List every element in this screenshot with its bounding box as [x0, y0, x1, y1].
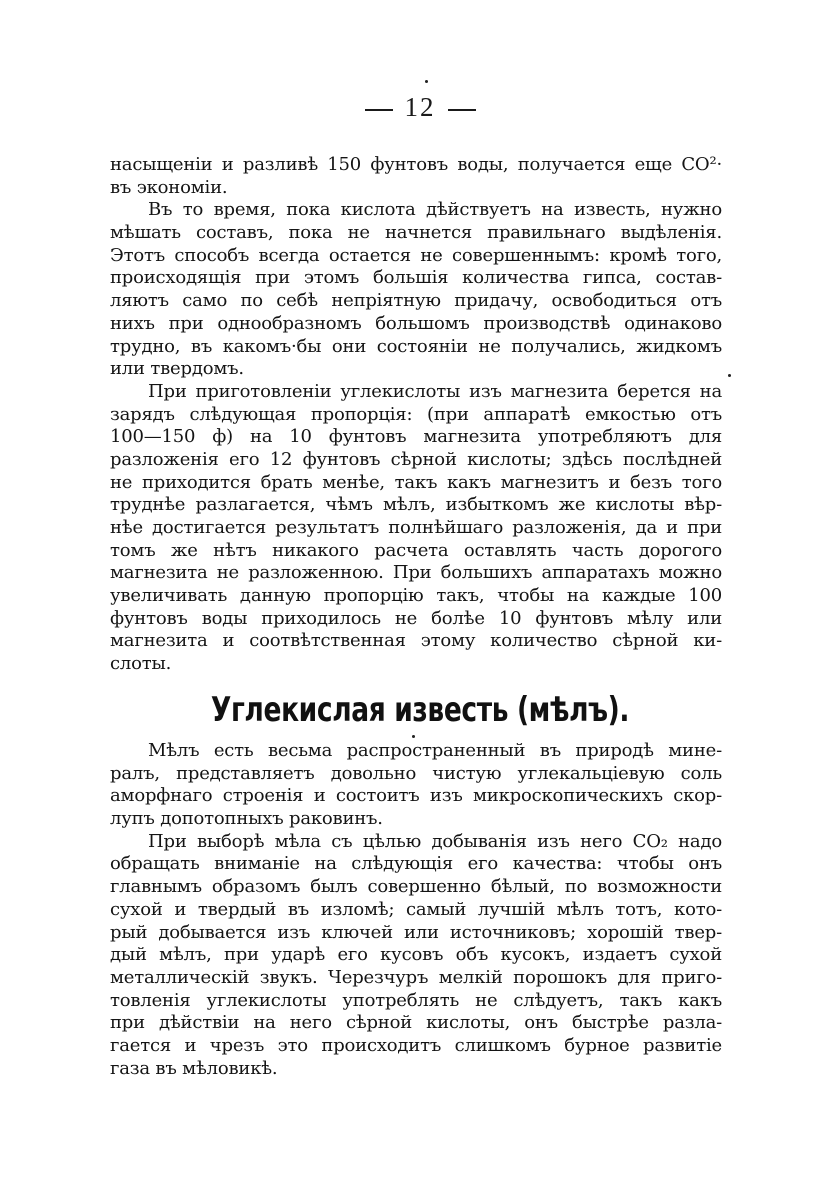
text-line: рый добывается изъ ключей или источниковъ; хорошій твер-: [110, 921, 722, 943]
text-line: лупъ допотопныхъ раковинъ.: [110, 808, 383, 830]
text-line: магнезита и соотвѣтственная этому количество сѣрной ки-: [110, 630, 722, 652]
upper-text-block: [110, 154, 722, 676]
page-number: [0, 92, 840, 123]
text-line: насыщеніи и разливѣ 150 фунтовъ воды, получается еще CO²·: [110, 154, 722, 175]
text-line: томъ же нѣтъ никакого расчета оставлять часть дорогого: [110, 539, 722, 561]
text-line: металлическій звукъ. Черезчуръ мелкій порошокъ для приго-: [110, 966, 722, 988]
text-line: трудно, въ какомъ·бы они состояніи не получались, жидкомъ: [110, 335, 722, 357]
ink-speck: [425, 80, 428, 83]
ink-speck: [412, 735, 415, 738]
text-line: въ экономіи.: [110, 176, 228, 198]
text-line: фунтовъ воды приходилось не болѣе 10 фунтовъ мѣлу или: [110, 607, 722, 629]
text-line: или твердомъ.: [110, 358, 244, 380]
text-line: труднѣе разлагается, чѣмъ мѣлъ, избыткомъ же кислоты вѣр-: [110, 494, 722, 516]
text-line: увеличивать данную пропорцію такъ, чтобы на каждые 100: [110, 585, 722, 607]
text-line: магнезита не разложенною. При большихъ аппаратахъ можно: [110, 562, 722, 584]
page-number-dash-right: [448, 109, 476, 111]
text-line: 100—150 ф) на 10 фунтовъ магнезита употребляютъ для: [110, 426, 722, 448]
text-line: нихъ при однообразномъ большомъ производствѣ одинаково: [110, 312, 722, 334]
text-line: газа въ мѣловикѣ.: [110, 1057, 278, 1079]
text-line: Мѣлъ есть весьма распространенный въ природѣ мине-: [148, 740, 722, 761]
page-number-value: 12: [404, 92, 436, 122]
text-line: нѣе достигается результатъ полнѣйшаго разложенія, да и при: [110, 517, 722, 538]
text-line: обращать вниманіе на слѣдующія его качества: чтобы онъ: [110, 853, 722, 875]
text-line: главнымъ образомъ былъ совершенно бѣлый, по возможности: [110, 876, 722, 898]
text-line: При приготовленіи углекислоты изъ магнезита берется на: [148, 380, 722, 402]
text-line: аморфнаго строенія и состоитъ изъ микроскопическихъ скор-: [110, 785, 722, 807]
text-line: не приходится брать менѣе, такъ какъ магнезитъ и безъ того: [110, 471, 722, 493]
text-line: при дѣйствіи на него сѣрной кислоты, онъ быстрѣе разла-: [110, 1012, 722, 1034]
ink-speck: [728, 374, 731, 377]
text-line: гается и чрезъ это происходитъ слишкомъ бурное развитіе: [110, 1034, 722, 1056]
text-line: сухой и твердый въ изломѣ; самый лучшій мѣлъ тотъ, кото-: [110, 898, 722, 920]
text-line: Въ то время, пока кислота дѣйствуетъ на известь, нужно: [148, 199, 722, 221]
text-line: зарядъ слѣдующая пропорція: (при аппаратѣ емкостью отъ: [110, 403, 722, 425]
text-line: ляютъ само по себѣ непріятную придачу, освободиться отъ: [110, 290, 722, 312]
text-line: дый мѣлъ, при ударѣ его кусовъ объ кусокъ, издаетъ сухой: [110, 944, 722, 966]
text-line: слоты.: [110, 653, 172, 675]
text-line: разложенія его 12 фунтовъ сѣрной кислоты; здѣсь послѣдней: [110, 448, 722, 470]
lower-text-block: [110, 740, 722, 1080]
text-line: При выборѣ мѣла съ цѣлью добыванія изъ него CO₂ надо: [148, 830, 722, 852]
text-line: происходящія при этомъ большія количества гипса, состав-: [110, 267, 722, 289]
text-line: ралъ, представляетъ довольно чистую углекальціевую соль: [110, 762, 722, 784]
section-heading: Углекислая известь (мѣлъ).: [210, 690, 630, 730]
text-line: Этотъ способъ всегда остается не совершеннымъ: кромѣ того,: [110, 244, 722, 266]
text-line: товленія углекислоты употреблять не слѣдуетъ, такъ какъ: [110, 989, 722, 1011]
text-line: мѣшать составъ, пока не начнется правильнаго выдѣленія.: [110, 222, 722, 244]
page-number-dash-left: [365, 109, 393, 111]
